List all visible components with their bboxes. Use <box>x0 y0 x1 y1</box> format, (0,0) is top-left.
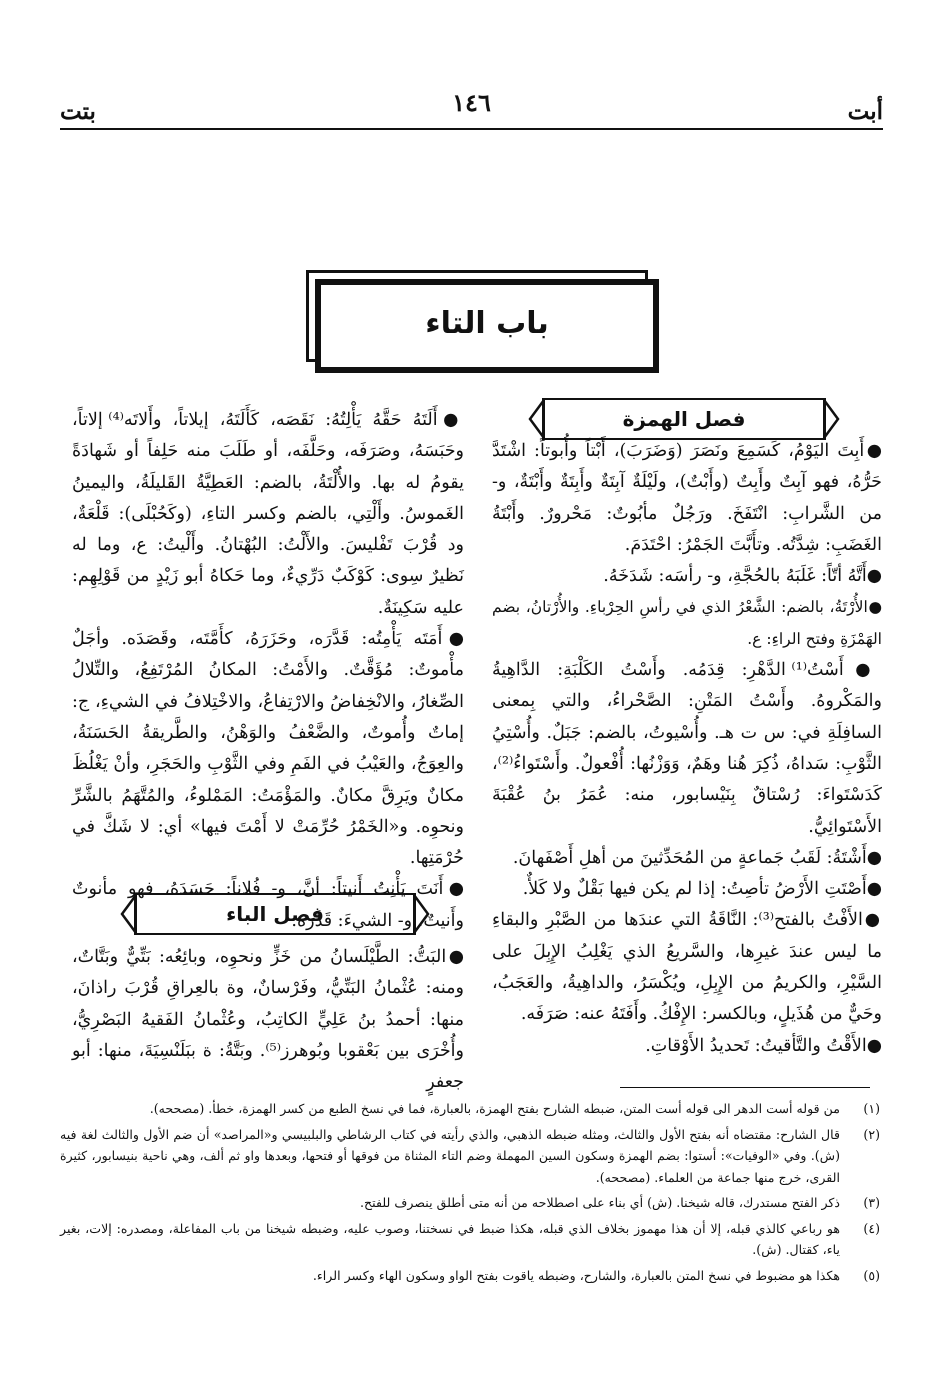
left-column <box>72 405 464 937</box>
footnote-text: من قوله أست الدهر الى قوله أست المتن، ضبطه الشارح بفتح الهمزة، بالعبارة، فما في نسخ الطبع من كسر الهمزة، خطأ. (مصححه). <box>149 1101 840 1116</box>
entry-aft: ●الأَفْتُ بالفتح⁽³⁾: النَّاقَةُ التي عندَها من الصَّبْرِ والبقاءِ ما ليس عندَ غيرِها، والسَّريعُ الذي يَغْلِبُ الإِبِلَ على السَّيْرِ، والكريمُ من الإِبِلِ، ويُكْسَرُ، والداهِيةُ، والعَجَبُ، وحَيٌّ من هُذَيلٍ، وبالكسر: الإِفْكُ. وأَفَتَهُ عنه: صَرَفَه. <box>492 910 882 1025</box>
chapter-title: باب التاء <box>425 305 549 341</box>
page-number: ١٤٦ <box>452 88 491 117</box>
section-header-ba <box>120 893 430 935</box>
entry-abt: ●أَبِتَ اليَوْمُ، كَسَمِعَ ونَصَرَ (وَضَرَبَ)، أَبْتاً وأُبوتاً: اشْتَدَّ حَرُّهُ، فهو آبِتٌ وأَبِتٌ (وأَبْتٌ)، ولَيْلَةٌ آبِتَةٌ وأَبِتَةٌ وأَبْتَةٌ، و- من الشَّرابِ: انْتَفَخَ. ورَجُلٌ مأبُوتٌ: مَحْرورٌ. وأَبْتَةُ الغَضَبِ: شِدَّتُه. وتأَبَّتَ الجَمْرُ: احْتَدَمَ. <box>492 441 882 555</box>
left-column-bottom <box>72 942 464 1098</box>
entry-batt: ●البَتُّ: الطَّيْلَسانُ من خَزٍّ ونحوِه، وبائِعُه: بَتِّيٌّ وبَتَّاتٌ، ومنه: عُثْمانُ البَتِّيُّ، وفَرْسانٌ، وة بالعِراقِ قُرْبَ راذانَ، منها: أحمدُ بنُ عَلِيٍّ الكاتِبُ، وعُثْمانُ الفَقيهُ البَصْرِيُّ، وأُخْرَى بين بَعْقوبا وبُوهرز⁽⁵⁾. وبَتَّةُ: ة ببَلَنْسِيَةَ، منها: أبو جعفرٍ <box>72 947 464 1093</box>
bracket-right-icon <box>824 398 840 440</box>
footnote-3 <box>60 1192 880 1214</box>
bracket-right-icon <box>414 893 430 935</box>
footnote-number: (٤) <box>863 1220 880 1236</box>
footnote-rule <box>620 1087 870 1088</box>
entry-urta: ●الأُرْتَةُ، بالضم: الشَّعْرُ الذي في رأسِ الحِرْباءِ. والأُرْتانُ، بضم الهَمْزَةِ وفتح الراءِ: ع. <box>492 598 882 648</box>
entry-asatat: ●أَصْتَتِ الأَرْضُ تأصِتُ: إذا لم يكن فيها بَقْلٌ ولا كَلأٌ. <box>522 879 882 900</box>
header-rule <box>60 128 883 130</box>
entry-alt: ●أَلَتَهُ حَقَّهُ يَأْلِتُهُ: نَقَصَه، كَأَلَتَهُ، إيلاتاً، وأَلاتَه⁽⁴⁾ إلاتاً، وحَبَسَهُ، وصَرَفَه، وحَلَّفَه، أو طَلَبَ منه حَلِفاً أو شَهادَةً يقومُ له بها. والأُلْتَةُ، بالضم: العَطِيَّةُ القَليلَةُ، واليمينُ الغَموسُ. وأَلْتِي، بالضم وكسر التاءِ، (وكَحُبْلَى): قَلْعَةٌ، ود قُرْبَ تَفْليسَ. والأَلْتُ: البُهْتانُ. وأَلْيتُ: ع، وما له نَظيرٌ سِوى: كَوْكَبٌ دَرِّيءٌ، وما حَكاهُ أبو زَيْدٍ من قَوْلِهِم: عليه سَكِينَةٌ. <box>72 410 464 618</box>
section-header-hamza <box>528 398 840 440</box>
footnote-number: (٣) <box>863 1195 880 1210</box>
entry-aqt: ●الأَقْتُ والتَّأقيتُ: تَحديدُ الأَوْقاتِ. <box>645 1035 882 1056</box>
footnote-number: (١) <box>863 1101 880 1116</box>
footnote-number: (٢) <box>863 1126 880 1142</box>
section-title-ba: فصل الباء <box>226 902 324 926</box>
entry-amt: ●أَمَتَه يَأْمِتُه: قَدَّرَه، وحَزَرَهُ، كأَمَّتَه، وقَصَدَه. وأجَلٌ مأْموتٌ: مُؤَقَّتٌ. والأَمْتُ: المكانُ المُرْتَفِعُ، والتِّلالُ الصِّغارُ، والانْخِفاضُ والارْتِفاعُ، والاخْتِلافُ في الشيءِ، ج: إماتٌ وأُموتٌ، والضَّعْفُ والوَهْنُ، والطَّريقةُ الحَسَنَةُ، والعِوَجُ، والعَيْبُ في الفَمِ وفي الثَّوْبِ والحَجَرِ، وأنْ يَغْلُظَ مكانٌ ويَرِقَّ مكانٌ. والمَؤْمَتُ: المَمْلوءُ، والمُتَّهَمُ بالشَّرِّ ونحوِه. و«الخَمْرُ حُرِّمَتْ لا أَمْتَ فيها» أي: لا شَكَّ في حُرْمَتِها. <box>72 629 464 869</box>
footnote-4 <box>60 1218 880 1261</box>
chapter-title-inner-frame <box>315 279 659 373</box>
footnotes <box>60 1098 880 1290</box>
footnote-5 <box>60 1265 880 1287</box>
entry-ashta: ●أَشْتَةُ: لَقَبُ جَماعةٍ من المُحَدِّثينَ من أهلِ أَصْفَهانَ. <box>512 847 882 868</box>
section-title-hamza: فصل الهمزة <box>622 407 746 431</box>
header-right-word: أبت <box>847 98 883 125</box>
chapter-title-frame <box>306 270 648 362</box>
header-left-word: بتت <box>60 98 96 125</box>
entry-att: ●أَتَّهُ أتّاً: غَلَبَهُ بالحُجَّةِ، و- رأسَه: شَدَخَهُ. <box>603 566 882 587</box>
entry-ant: ●أَنَتَ يَأْنِتُ أَنيتاً: أنَّ، و- فُلاناً: حَسَدَهُ، فهو مأنوتٌ وأَنيتٌ، و- الشيءَ: قَدَّرَه. <box>72 879 464 931</box>
footnote-number: (٥) <box>863 1267 880 1283</box>
entry-ast: ●أَسْتُ⁽¹⁾ الدَّهْرِ: قِدَمُه. وأَسْتُ الكَلْبَةِ: الدَّاهِيةُ والمَكْروهُ. وأَسْتُ المَتْنِ: الصَّحْراءُ، والتي بِمعنى السافِلَةِ في: س ت هـ. وأُسْيوتُ، بالضم: جَبَلٌ. وأُسْتِيُ الثَّوْبِ: سَداهُ، ذُكِرَ هُنا وهَمٌ، وَوَزْنُها: أُفْعولٌ. وأَسْتَواءُ⁽²⁾، كَدَسْتَواءَ: رُسْتاقٌ بِنَيْسابور، منه: عُمَرُ بنُ عُقْبَةَ الأَسْتَوائِيُّ. <box>492 660 882 837</box>
footnote-text: ذكر الفتح مستدرك، قاله شيخنا. (ش) أي بناء على اصطلاحه من أنه متى أطلق ينصرف للفتح. <box>360 1195 840 1210</box>
right-column <box>492 436 882 1062</box>
page-header <box>60 88 883 128</box>
footnote-1 <box>60 1098 880 1120</box>
footnote-text: هو رباعي كالذي قبله، إلا أن هذا مهموز بخلاف الذي قبله، هكذا ضبط في نسختنا، وصوب عليه، وضبطه شيخنا من باب المفاعلة، ومصدره: إلات، بغير ياء، كقتال. (ش). <box>60 1220 840 1257</box>
footnote-text: قال الشارح: مقتضاه أنه بفتح الأول والثالث، ومثله ضبطه الذهبي، والذي رأيته في كتاب الرشاطي والبلبيسي و«المراصد» أن ضم الأول والثالث لغة فيه (ش). وفي «الوفيات»: أستوا: بضم الهمزة وسكون السين المهملة وضم التاء المثناة من فوقها أو فتحها، وبعدها واو ثم ألف، وهي ناحية بنيسابور، كثيرة القرى، خرج منها جماعة من العلماء. (مصححه). <box>60 1126 840 1185</box>
footnote-text: هكذا هو مضبوط في نسخ المتن بالعبارة، والشارح، وضبطه ياقوت بفتح الواو وسكون الهاء وكسر الراء. <box>312 1267 840 1283</box>
footnote-2 <box>60 1124 880 1189</box>
